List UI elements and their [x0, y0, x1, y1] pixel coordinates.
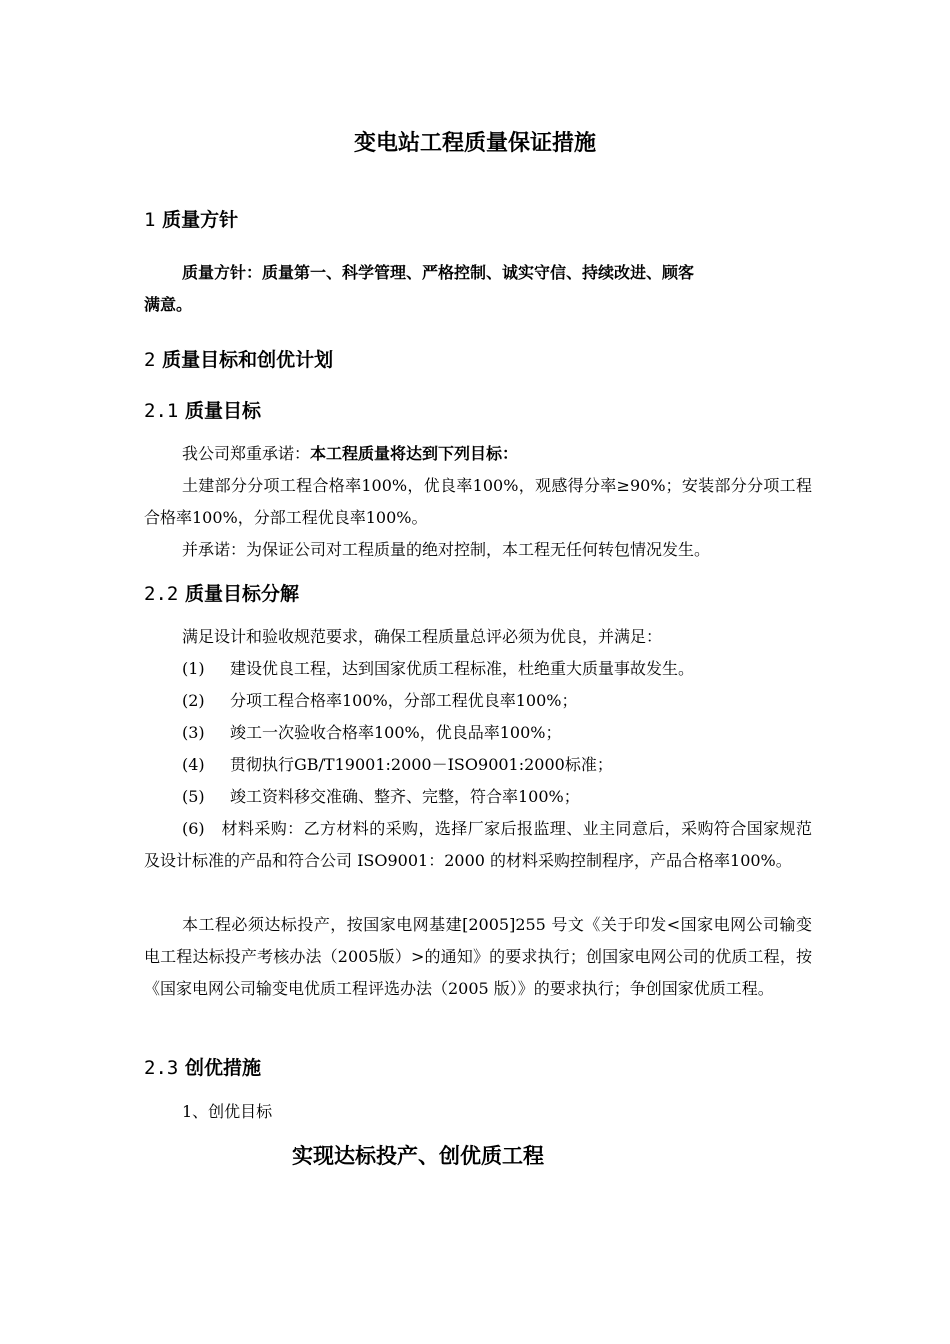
promise-line — [182, 438, 518, 470]
section-2-1-heading — [144, 397, 261, 425]
section-title: 质量目标和创优计划 — [162, 349, 334, 371]
list-item-text: 贯彻执行GB/T19001:2000－ISO9001:2000标准； — [230, 755, 613, 774]
section-2-heading — [144, 346, 333, 374]
list-item — [182, 749, 613, 781]
list-item — [182, 685, 578, 717]
section-1-heading — [144, 206, 238, 234]
list-item-number: (1) — [182, 659, 205, 678]
decomposition-intro: 满足设计和验收规范要求，确保工程质量总评必须为优良，并满足： — [182, 627, 663, 646]
quality-policy-line2: 满意。 — [144, 295, 193, 314]
section-number: 2 — [144, 349, 156, 371]
list-item — [182, 717, 562, 749]
section-2-3-heading — [144, 1054, 261, 1082]
list-item-text: 竣工资料移交准确、整齐、完整，符合率100%； — [230, 787, 580, 806]
section-number: 2.1 — [144, 400, 179, 422]
section-number: 2.2 — [144, 583, 179, 605]
list-item-number: (4) — [182, 755, 205, 774]
excellence-goal-title: 实现达标投产、创优质工程 — [292, 1144, 544, 1168]
list-item — [182, 653, 694, 685]
section-title: 质量目标 — [184, 400, 261, 422]
section-title: 质量方针 — [162, 209, 239, 231]
section-2-2-heading — [144, 580, 299, 608]
section-number: 1 — [144, 209, 156, 231]
list-item-number: (2) — [182, 691, 205, 710]
list-item-text: 分项工程合格率100%，分部工程优良率100%； — [230, 691, 578, 710]
quality-policy-line1: 质量方针：质量第一、科学管理、严格控制、诚实守信、持续改进、顾客 — [182, 263, 695, 282]
promise-bold: 本工程质量将达到下列目标： — [310, 444, 519, 463]
list-item — [182, 781, 580, 813]
list-item-text: 竣工一次验收合格率100%，优良品率100%； — [230, 723, 562, 742]
section-title: 创优措施 — [184, 1057, 261, 1079]
sub-heading-goal: 1、创优目标 — [182, 1102, 273, 1121]
list-item-number: (3) — [182, 723, 205, 742]
material-procurement-item: (6) 材料采购：乙方材料的采购，选择厂家后报监理、业主同意后，采购符合国家规范及设计标准的产品和符合公司 ISO9001：2000 的材料采购控制程序，产品合格率100%。 — [144, 819, 812, 870]
standard-compliance-paragraph: 本工程必须达标投产，按国家电网基建[2005]255 号文《关于印发<国家电网公司输变电工程达标投产考核办法（2005版）>的通知》的要求执行；创国家电网公司的优质工程，按《国家电网公司输变电优质工程评选办法（2005 版）》的要求执行；争创国家优质工程。 — [144, 915, 812, 998]
no-subcontract-promise: 并承诺：为保证公司对工程质量的绝对控制，本工程无任何转包情况发生。 — [182, 540, 711, 559]
promise-lead: 我公司郑重承诺： — [182, 444, 311, 463]
document-title: 变电站工程质量保证措施 — [353, 131, 596, 156]
list-item-number: (5) — [182, 787, 205, 806]
section-title: 质量目标分解 — [184, 583, 299, 605]
section-number: 2.3 — [144, 1057, 179, 1079]
list-item-text: 建设优良工程，达到国家优质工程标准，杜绝重大质量事故发生。 — [230, 659, 695, 678]
quality-target-paragraph: 土建部分分项工程合格率100%，优良率100%，观感得分率≥90%；安装部分分项工程合格率100%，分部工程优良率100%。 — [144, 476, 812, 527]
